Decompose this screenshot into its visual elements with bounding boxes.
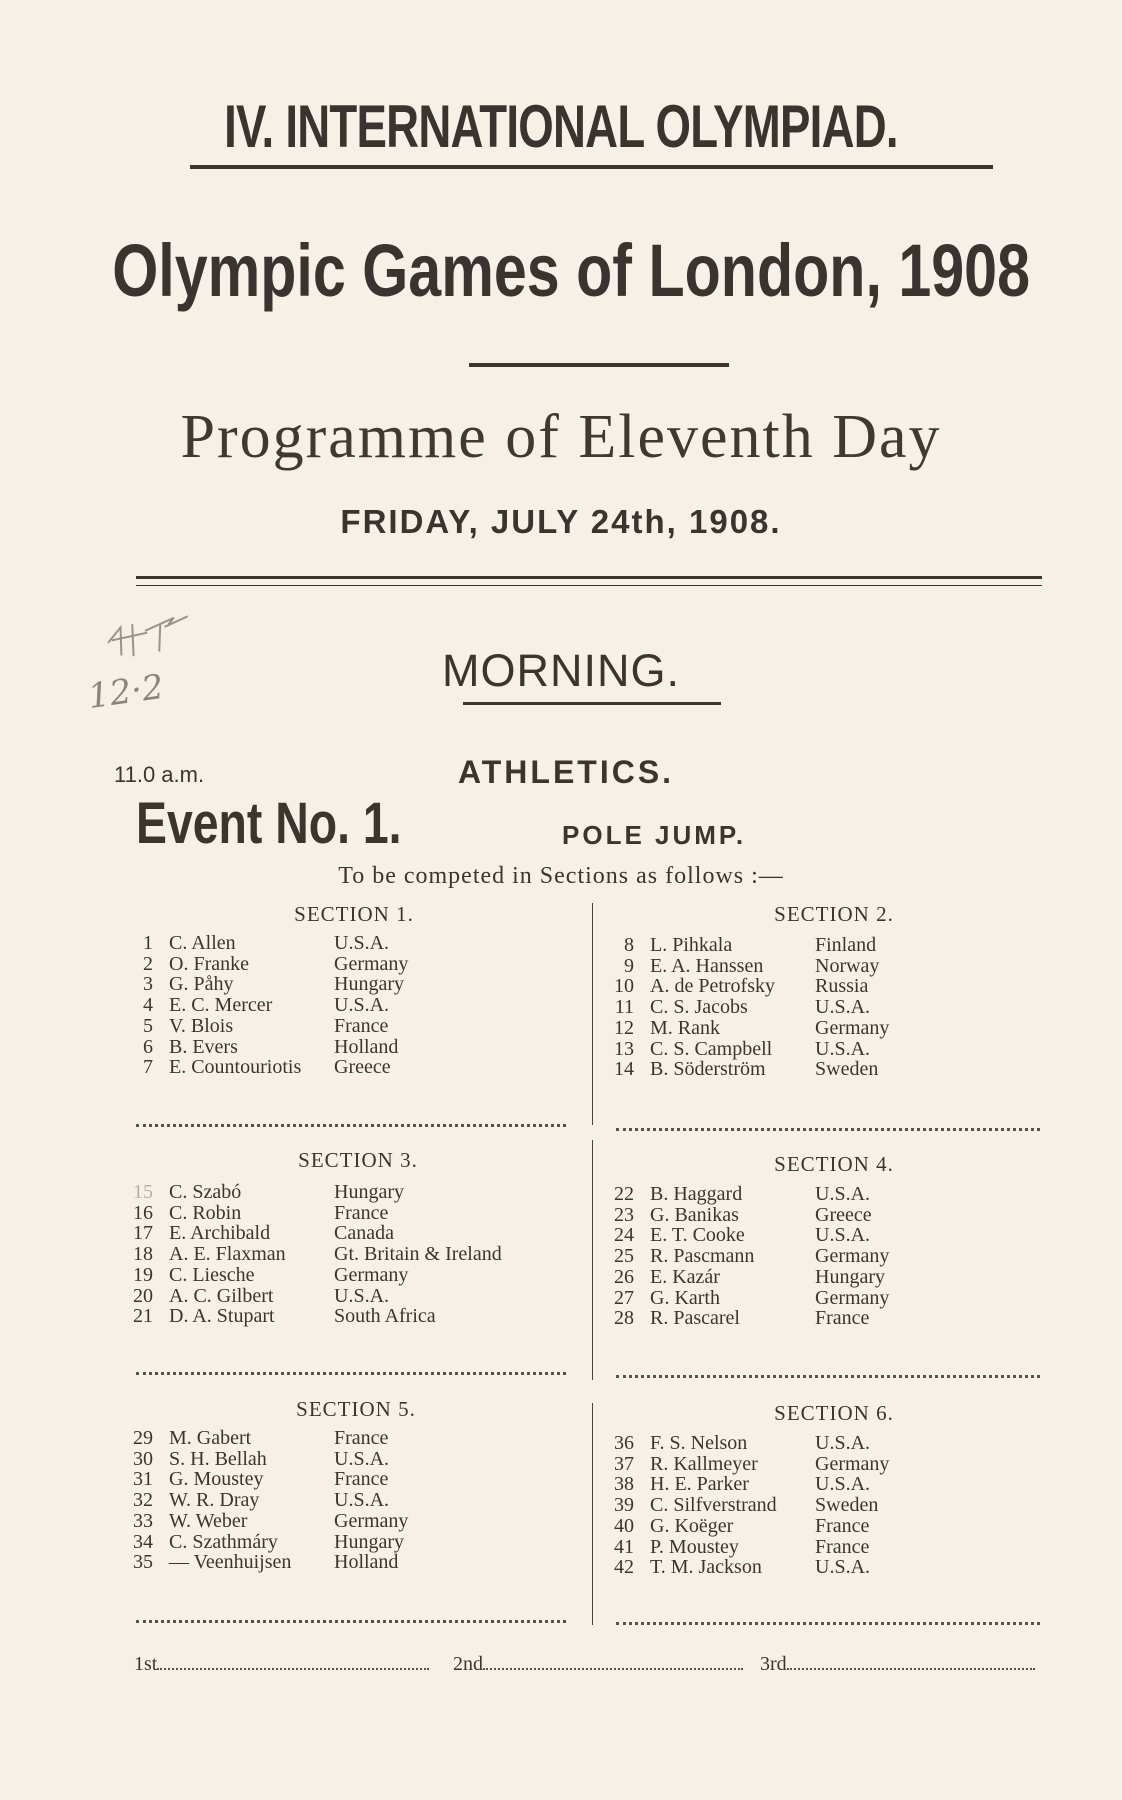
athlete-nation: U.S.A. [334,1447,390,1470]
entry-row [612,1433,889,1454]
athlete-nation: France [334,1468,389,1491]
entry-row [612,997,889,1018]
athlete-name: C. Robin [169,1201,242,1224]
entry-number: 13 [614,1037,634,1060]
athlete-name: — Veenhuijsen [169,1551,292,1574]
entry-number: 10 [614,975,634,998]
athlete-nation: Germany [815,1286,890,1309]
athlete-nation: France [815,1514,870,1537]
athlete-name: R. Kallmeyer [650,1452,758,1475]
result-second-blank [483,1668,743,1670]
entry-row [612,1246,889,1267]
result-second [453,1653,743,1676]
entry-row [131,1532,408,1553]
entry-number: 24 [614,1224,634,1247]
athlete-name: B. Haggard [650,1183,743,1205]
entry-number: 35 [133,1551,153,1574]
entry-number: 8 [624,934,634,956]
section-2-entries [612,935,889,1080]
entry-row [612,1225,889,1246]
entry-row [612,1474,889,1495]
entry-row [612,1537,889,1558]
athlete-name: E. A. Hanssen [650,954,764,977]
athlete-nation: U.S.A. [815,1556,871,1579]
athlete-nation: U.S.A. [815,1432,871,1454]
result-third-blank [787,1668,1035,1670]
entry-number: 29 [133,1427,153,1449]
entry-row [131,1449,408,1470]
result-first [134,1653,429,1676]
column-divider-2 [592,1140,593,1380]
entry-row [131,1182,502,1203]
games-title: Olympic Games of London, 1908 [112,229,1031,312]
entry-row [612,956,889,977]
athlete-name: R. Pascmann [650,1245,755,1268]
section-1-dotted-line [136,1124,566,1127]
result-third [760,1653,1035,1676]
entry-row [612,1059,889,1080]
section-2-title: SECTION 2. [774,902,894,926]
entry-number: 11 [614,996,634,1019]
athlete-nation: Hungary [334,1530,404,1553]
entry-number: 14 [614,1058,634,1081]
entry-row [131,954,408,975]
athlete-name: E. Kazár [650,1265,720,1288]
section-4-title: SECTION 4. [774,1152,894,1176]
entry-number: 12 [614,1016,634,1039]
athlete-nation: Finland [815,934,877,956]
athlete-name: W. R. Dray [169,1489,260,1512]
section-6-dotted-line [616,1622,1040,1625]
section-1-entries [131,933,408,1078]
athlete-name: H. E. Parker [650,1473,749,1496]
athlete-name: B. Söderström [650,1058,766,1081]
entry-number: 18 [133,1243,153,1266]
section-3-title: SECTION 3. [298,1148,418,1172]
athlete-nation: U.S.A. [334,932,390,954]
entry-row [612,1039,889,1060]
entry-row [131,1037,408,1058]
section-6-entries [612,1433,889,1578]
athlete-name: A. E. Flaxman [169,1243,286,1266]
result-second-label: 2nd [453,1653,483,1675]
section-5-entries [131,1428,408,1573]
column-divider-3 [592,1403,593,1625]
entry-number: 30 [133,1447,153,1470]
entry-number: 7 [143,1056,153,1079]
entry-row [131,1265,502,1286]
olympiad-heading: IV. INTERNATIONAL OLYMPIAD. [224,93,898,160]
entry-number: 9 [624,954,634,977]
entry-row [612,1308,889,1329]
athlete-name: M. Gabert [169,1427,252,1449]
athlete-name: A. C. Gilbert [169,1284,274,1307]
entry-row [612,976,889,997]
athlete-nation: Norway [815,954,880,977]
entry-row [612,1018,889,1039]
entry-row [131,1223,502,1244]
entry-number: 2 [143,952,153,975]
athlete-nation: South Africa [334,1305,436,1328]
entry-number: 42 [614,1556,634,1579]
athlete-name: G. Koëger [650,1514,734,1537]
athlete-nation: France [334,1427,389,1449]
athlete-name: V. Blois [169,1014,234,1037]
entry-number: 25 [614,1245,634,1268]
athlete-nation: U.S.A. [334,1284,390,1307]
entry-row [131,1511,408,1532]
entry-number: 23 [614,1203,634,1226]
athlete-nation: Russia [815,975,869,998]
entry-row [612,1516,889,1537]
athlete-name: B. Evers [169,1035,238,1058]
athlete-nation: Holland [334,1035,399,1058]
athlete-name: C. Szabó [169,1181,242,1203]
athlete-name: C. Szathmáry [169,1530,278,1553]
athlete-name: A. de Petrofsky [650,975,775,998]
entry-number: 33 [133,1509,153,1532]
athlete-nation: France [334,1201,389,1224]
section-4-dotted-line [616,1375,1040,1378]
session-underline [463,702,721,705]
entry-number: 37 [614,1452,634,1475]
athlete-name: C. Allen [169,932,236,954]
session-heading: MORNING. [442,645,680,696]
entry-number: 20 [133,1284,153,1307]
entry-row [131,1490,408,1511]
entry-number: 39 [614,1494,634,1517]
athlete-nation: U.S.A. [815,1037,871,1060]
result-first-blank [157,1668,429,1670]
athlete-nation: France [815,1535,870,1558]
athlete-name: D. A. Stupart [169,1305,275,1328]
athlete-name: E. Archibald [169,1222,271,1245]
entry-number: 22 [614,1183,634,1205]
athlete-nation: Hungary [334,973,404,996]
section-1-title: SECTION 1. [294,902,414,926]
section-5-title: SECTION 5. [296,1397,416,1421]
athlete-name: G. Moustey [169,1468,264,1491]
entry-row [612,1495,889,1516]
entry-row [612,1454,889,1475]
entry-row [612,935,889,956]
athlete-name: E. C. Mercer [169,994,273,1017]
athlete-nation: France [334,1014,389,1037]
athlete-nation: Sweden [815,1494,879,1517]
entry-row [612,1184,889,1205]
section-6-title: SECTION 6. [774,1401,894,1425]
entry-number: 16 [133,1201,153,1224]
athlete-name: E. T. Cooke [650,1224,745,1247]
entry-number: 17 [133,1222,153,1245]
entry-row [131,1306,502,1327]
athlete-nation: Holland [334,1551,399,1574]
athlete-nation: Germany [334,1509,409,1532]
athlete-nation: Greece [334,1056,391,1079]
header-double-rule-bottom [136,585,1042,586]
athlete-nation: Germany [815,1016,890,1039]
athlete-name: L. Pihkala [650,934,733,956]
section-2-dotted-line [616,1128,1040,1131]
athlete-name: C. Silfverstrand [650,1494,777,1517]
entry-row [612,1267,889,1288]
entry-row [131,974,408,995]
athlete-nation: Germany [334,1263,409,1286]
athlete-name: F. S. Nelson [650,1432,748,1454]
entry-number: 41 [614,1535,634,1558]
entry-number: 32 [133,1489,153,1512]
athlete-nation: Canada [334,1222,394,1245]
athlete-nation: Germany [815,1245,890,1268]
athlete-name: G. Banikas [650,1203,739,1226]
column-divider-1 [592,903,593,1125]
athlete-nation: Gt. Britain & Ireland [334,1243,502,1266]
athlete-nation: U.S.A. [815,1224,871,1247]
entry-number: 21 [133,1305,153,1328]
games-rule [469,363,729,367]
entry-row [131,933,408,954]
sport-name: ATHLETICS. [458,754,675,790]
athlete-nation: Greece [815,1203,872,1226]
athlete-nation: France [815,1307,870,1330]
section-instructions: To be competed in Sections as follows :— [338,863,784,889]
result-third-label: 3rd [760,1653,787,1675]
entry-row [131,1244,502,1265]
entry-row [131,995,408,1016]
entry-number: 31 [133,1468,153,1491]
athlete-nation: U.S.A. [815,1473,871,1496]
athlete-name: C. S. Jacobs [650,996,748,1019]
athlete-name: P. Moustey [650,1535,739,1558]
entry-number: 19 [133,1263,153,1286]
entry-number: 5 [143,1014,153,1037]
event-time: 11.0 a.m. [114,762,205,787]
handwritten-margin-note: 12·2 [85,666,167,718]
athlete-nation: Sweden [815,1058,879,1081]
entry-number: 38 [614,1473,634,1496]
result-first-label: 1st [134,1653,158,1675]
athlete-nation: U.S.A. [815,996,871,1019]
athlete-nation: U.S.A. [815,1183,871,1205]
entry-number: 34 [133,1530,153,1553]
athlete-nation: U.S.A. [334,994,390,1017]
entry-row [612,1557,889,1578]
programme-title: Programme of Eleventh Day [180,403,942,471]
event-number: Event No. 1. [136,791,402,856]
athlete-name: C. S. Campbell [650,1037,773,1060]
athlete-name: C. Liesche [169,1263,255,1286]
section-3-entries [131,1182,502,1327]
athlete-nation: U.S.A. [334,1489,390,1512]
athlete-name: T. M. Jackson [650,1556,762,1579]
athlete-name: M. Rank [650,1016,720,1039]
entry-number: 6 [143,1035,153,1058]
entry-number: 1 [143,932,153,954]
athlete-name: G. Påhy [169,973,234,996]
athlete-nation: Germany [334,952,409,975]
athlete-name: W. Weber [169,1509,248,1532]
athlete-name: R. Pascarel [650,1307,740,1330]
entry-number: 15 [133,1181,153,1203]
athlete-name: S. H. Bellah [169,1447,267,1470]
athlete-nation: Hungary [334,1181,404,1203]
athlete-name: E. Countouriotis [169,1056,302,1079]
entry-row [131,1016,408,1037]
header-double-rule-top [136,576,1042,579]
event-name: POLE JUMP. [562,820,747,850]
athlete-nation: Germany [815,1452,890,1475]
athlete-name: O. Franke [169,952,249,975]
athlete-nation: Hungary [815,1265,885,1288]
entry-number: 28 [614,1307,634,1330]
entry-row [131,1203,502,1224]
programme-date: FRIDAY, JULY 24th, 1908. [340,503,782,540]
entry-number: 4 [143,994,153,1017]
entry-number: 36 [614,1432,634,1454]
entry-number: 26 [614,1265,634,1288]
entry-row [131,1286,502,1307]
entry-number: 3 [143,973,153,996]
entry-row [612,1205,889,1226]
section-3-dotted-line [136,1372,566,1375]
entry-row [131,1057,408,1078]
section-4-entries [612,1184,889,1329]
entry-row [612,1288,889,1309]
entry-row [131,1428,408,1449]
entry-row [131,1552,408,1573]
entry-row [131,1469,408,1490]
section-5-dotted-line [136,1620,566,1623]
olympiad-underline [190,165,993,169]
entry-number: 27 [614,1286,634,1309]
athlete-name: G. Karth [650,1286,720,1309]
entry-number: 40 [614,1514,634,1537]
